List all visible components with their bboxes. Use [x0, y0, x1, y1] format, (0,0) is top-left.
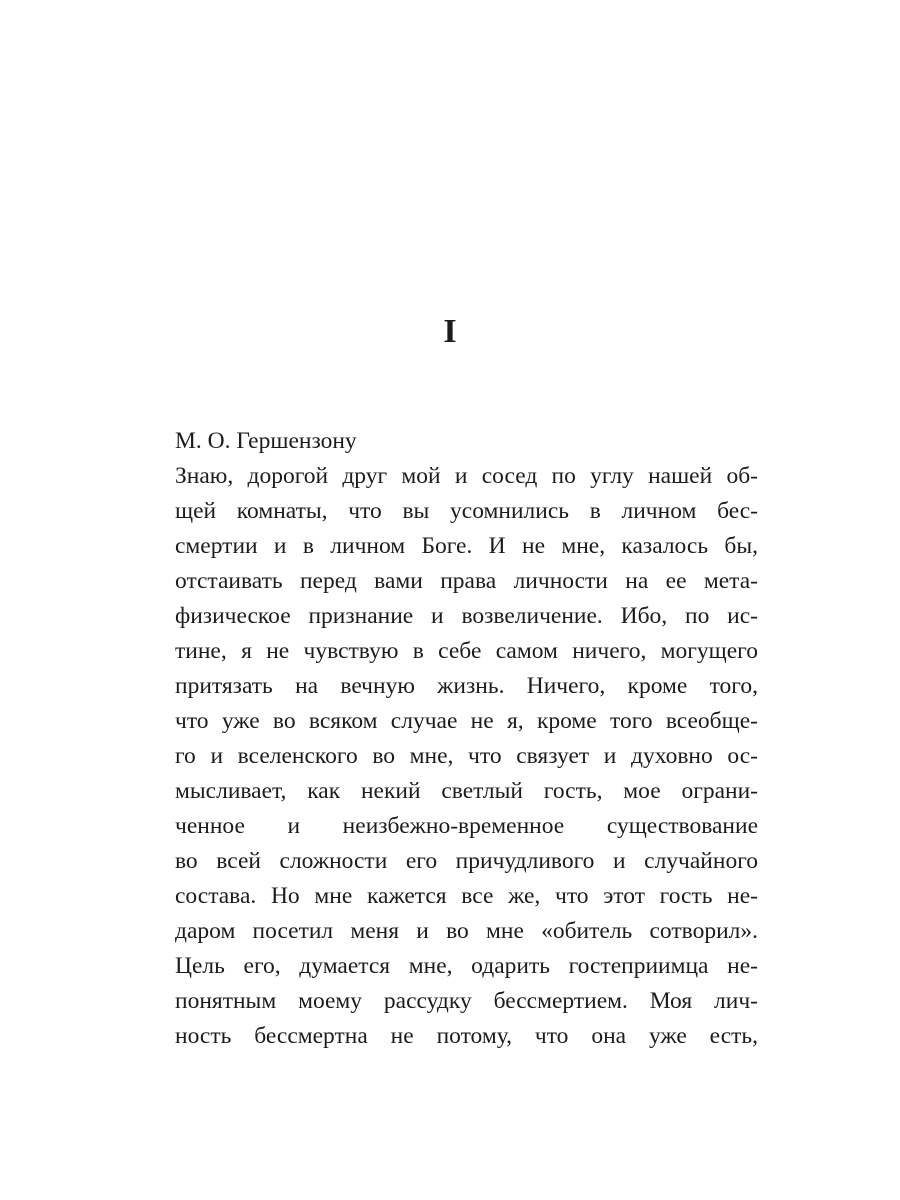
text-line: ность бессмертна не потому, что она уже есть, — [175, 1023, 758, 1049]
text-line: отстаивать перед вами права личности на ее мета- — [175, 568, 758, 594]
text-line: физическое признание и возвеличение. Ибо, по ис- — [175, 603, 758, 629]
text-line: щей комнаты, что вы усомнились в личном бес- — [175, 498, 758, 524]
text-line: понятным моему рассудку бессмертием. Моя лич- — [175, 988, 758, 1014]
text-line: притязать на вечную жизнь. Ничего, кроме того, — [175, 673, 758, 699]
text-line: что уже во всяком случае не я, кроме того всеобще- — [175, 708, 758, 734]
text-line: даром посетил меня и во мне «обитель сотворил». — [175, 918, 758, 944]
text-line: состава. Но мне кажется все же, что этот гость не- — [175, 883, 758, 909]
text-line: ченное и неизбежно-временное существование — [175, 813, 758, 839]
dedication: М. О. Гершензону — [175, 428, 357, 454]
text-line: Цель его, думается мне, одарить гостеприимца не- — [175, 953, 758, 979]
text-line: го и вселенского во мне, что связует и духовно ос- — [175, 743, 758, 769]
text-line: смертии и в личном Боге. И не мне, казалось бы, — [175, 533, 758, 559]
text-line: во всей сложности его причудливого и случайного — [175, 848, 758, 874]
text-line: Знаю, дорогой друг мой и сосед по углу нашей об- — [175, 463, 758, 489]
text-block — [175, 424, 758, 1054]
chapter-number: I — [443, 313, 457, 350]
text-line: тине, я не чувствую в себе самом ничего, могущего — [175, 638, 758, 664]
text-line: мысливает, как некий светлый гость, мое ограни- — [175, 778, 758, 804]
